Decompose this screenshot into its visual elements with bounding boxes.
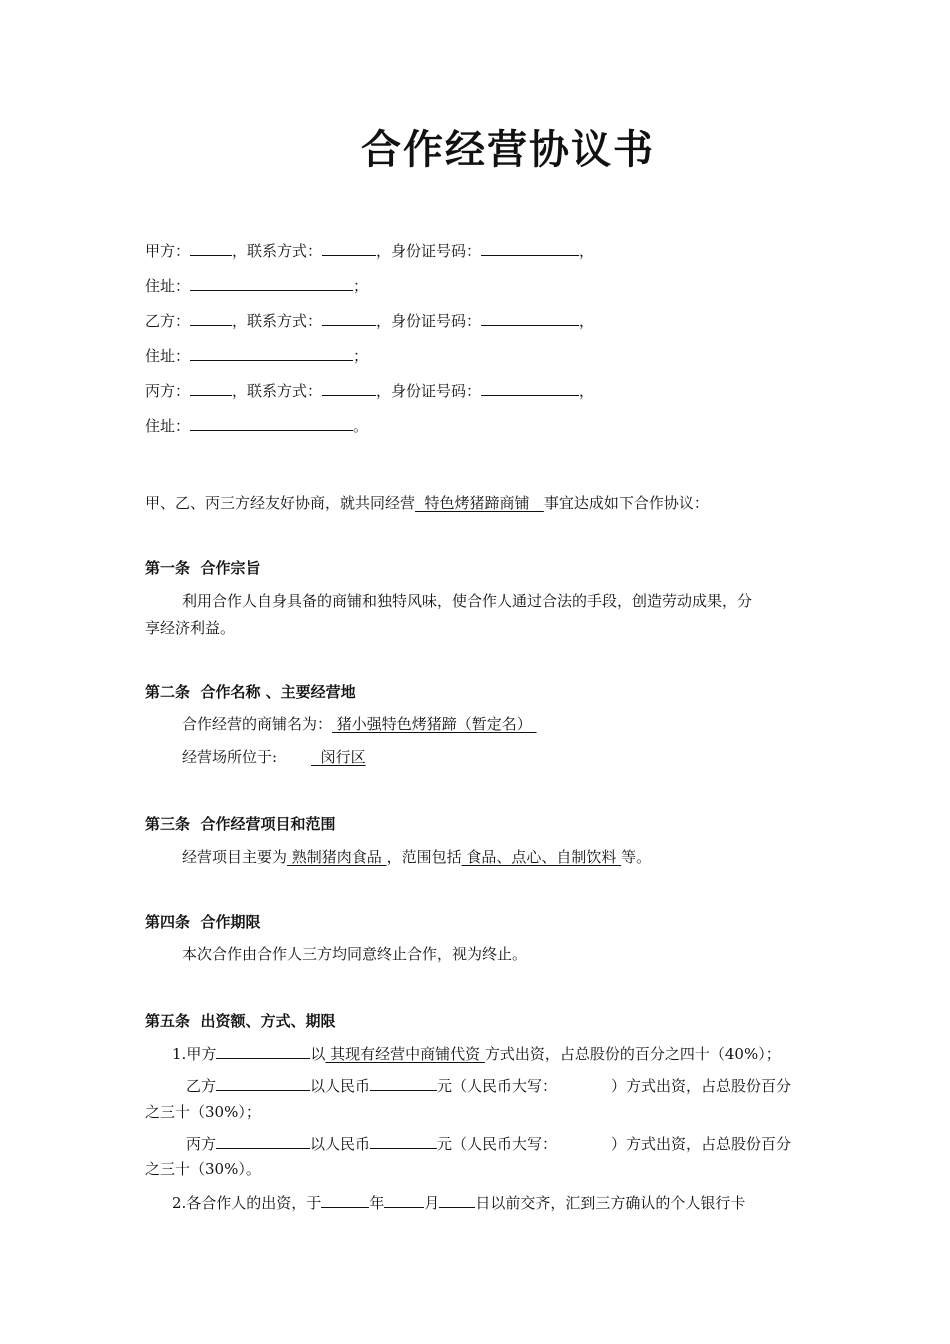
business-name: 特色烤猪蹄商铺 <box>415 494 544 512</box>
shop-name-label: 合作经营的商铺名为： <box>182 715 333 733</box>
party-b-amount-blank[interactable] <box>370 1076 437 1091</box>
business-item: 熟制猪肉食品 <box>287 848 387 866</box>
id-label: ，身份证号码： <box>376 312 482 330</box>
location-label: 经营场所位于: <box>182 748 278 766</box>
party-b-name-blank[interactable] <box>190 310 232 326</box>
intro-text: 甲、乙、丙三方经友好协商，就共同经营 <box>145 494 416 512</box>
contact-label: ，联系方式： <box>232 382 323 400</box>
day-blank[interactable] <box>439 1193 475 1208</box>
contribution-b-line-2: 之三十（30%）； <box>145 1103 261 1121</box>
article-1-line-2: 享经济利益。 <box>145 619 236 637</box>
party-a-contact-blank[interactable] <box>322 240 376 256</box>
shop-name-value: 猪小强特色烤猪蹄（暂定名） <box>332 715 537 733</box>
payment-deadline-line <box>172 1192 745 1214</box>
text: ）方式出资，占总股份百分 <box>611 1077 792 1095</box>
year-label: 年 <box>369 1194 385 1212</box>
contribution-c-line <box>186 1133 791 1155</box>
party-label: 丙方 <box>186 1135 217 1153</box>
article-2-heading: 第二条 合作名称 、主要经营地 <box>145 683 356 701</box>
party-b-contrib-blank[interactable] <box>216 1076 310 1091</box>
item-number: 1. <box>172 1045 187 1063</box>
party-label: 甲方 <box>186 1045 217 1063</box>
party-a-id-blank[interactable] <box>481 240 579 256</box>
article-4-heading: 第四条 合作期限 <box>145 913 261 931</box>
business-scope: 食品、点心、自制饮料 <box>461 848 622 866</box>
punct: ； <box>353 347 369 365</box>
text: 2.各合作人的出资，于 <box>172 1194 322 1212</box>
party-b-line <box>145 310 594 332</box>
party-b-contact-blank[interactable] <box>322 310 376 326</box>
id-label: ，身份证号码： <box>376 242 482 260</box>
party-a-contrib-blank[interactable] <box>216 1044 310 1059</box>
shop-name-line <box>182 713 537 735</box>
intro-paragraph <box>145 492 709 514</box>
contact-label: ，联系方式： <box>232 312 323 330</box>
party-c-name-blank[interactable] <box>190 380 232 396</box>
month-label: 月 <box>424 1194 440 1212</box>
punct: 。 <box>353 417 369 435</box>
party-a-label: 甲方： <box>145 242 191 260</box>
punct: ， <box>579 312 595 330</box>
contribution-method: 其现有经营中商铺代资 <box>325 1045 485 1063</box>
text: 等。 <box>621 848 652 866</box>
text: 元（人民币大写： <box>437 1135 558 1153</box>
text: ，范围包括 <box>386 848 462 866</box>
party-c-contact-blank[interactable] <box>322 380 376 396</box>
shop-location-line <box>182 746 366 768</box>
text: 日以前交齐，汇到三方确认的个人银行卡 <box>475 1194 746 1212</box>
article-3-line <box>182 846 651 868</box>
party-a-line <box>145 240 594 262</box>
party-c-id-blank[interactable] <box>481 380 579 396</box>
address-label: 住址： <box>145 417 191 435</box>
text: 以人民币 <box>310 1077 371 1095</box>
contribution-c-line-2: 之三十（30%）。 <box>145 1160 261 1178</box>
address-label: 住址： <box>145 347 191 365</box>
party-b-id-blank[interactable] <box>481 310 579 326</box>
year-blank[interactable] <box>321 1193 369 1208</box>
text: 以 <box>310 1045 326 1063</box>
party-b-address-blank[interactable] <box>190 345 353 361</box>
party-a-name-blank[interactable] <box>190 240 232 256</box>
contact-label: ，联系方式： <box>232 242 323 260</box>
article-4-text: 本次合作由合作人三方均同意终止合作，视为终止。 <box>182 945 528 963</box>
punct: ， <box>579 242 595 260</box>
article-1-line-1: 利用合作人自身具备的商铺和独特风味，使合作人通过合法的手段，创造劳动成果，分 <box>182 592 753 610</box>
article-1-heading: 第一条 合作宗旨 <box>145 559 261 577</box>
intro-text: 事宜达成如下合作协议： <box>543 494 709 512</box>
article-5-heading: 第五条 出资额、方式、期限 <box>145 1012 336 1030</box>
text: 方式出资，占总股份的百分之四十（40%）； <box>484 1045 781 1063</box>
punct: ， <box>579 382 595 400</box>
month-blank[interactable] <box>384 1193 424 1208</box>
party-label: 乙方 <box>186 1077 217 1095</box>
party-a-address-blank[interactable] <box>190 275 353 291</box>
location-value: 闵行区 <box>311 748 366 766</box>
party-b-label: 乙方： <box>145 312 191 330</box>
text: 经营项目主要为 <box>182 848 288 866</box>
text: 元（人民币大写： <box>437 1077 558 1095</box>
party-c-label: 丙方： <box>145 382 191 400</box>
party-a-address-line <box>145 275 368 297</box>
id-label: ，身份证号码： <box>376 382 482 400</box>
page-title: 合作经营协议书 <box>361 127 655 173</box>
text: ）方式出资，占总股份百分 <box>611 1135 792 1153</box>
party-c-amount-blank[interactable] <box>370 1134 437 1149</box>
article-3-heading: 第三条 合作经营项目和范围 <box>145 815 336 833</box>
text: 以人民币 <box>310 1135 371 1153</box>
party-c-address-blank[interactable] <box>190 415 353 431</box>
address-label: 住址： <box>145 277 191 295</box>
party-c-address-line <box>145 415 368 437</box>
punct: ； <box>353 277 369 295</box>
contribution-a-line <box>172 1043 781 1065</box>
contribution-b-line <box>186 1075 791 1097</box>
party-c-line <box>145 380 594 402</box>
party-c-contrib-blank[interactable] <box>216 1134 310 1149</box>
party-b-address-line <box>145 345 368 367</box>
